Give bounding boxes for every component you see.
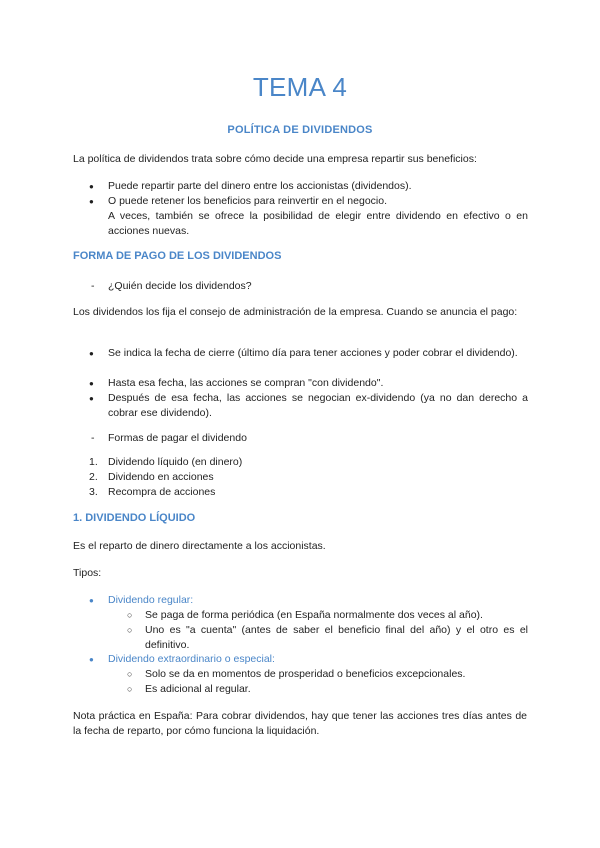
forma-pago-heading: FORMA DE PAGO DE LOS DIVIDENDOS — [73, 250, 282, 262]
circle-bullet-icon: ○ — [127, 684, 133, 694]
liquido-paragraph: Es el reparto de dinero directamente a los accionistas. — [73, 540, 326, 552]
bullet-icon: ● — [89, 394, 94, 403]
page-title: TEMA 4 — [252, 72, 348, 102]
dash-item-formas: Formas de pagar el dividendo — [108, 432, 247, 444]
sub-list-item: Se paga de forma periódica (en España normalmente dos veces al año). — [145, 609, 483, 621]
numbered-item: Recompra de acciones — [108, 486, 216, 498]
list-item: Hasta esa fecha, las acciones se compran "con dividendo". — [108, 377, 384, 389]
bullet-icon: ● — [89, 379, 94, 388]
nota-paragraph: Nota práctica en España: Para cobrar dividendos, hay que tener las acciones tres días antes de la fecha de reparto, por cómo funciona la liquidación. — [73, 710, 527, 737]
tipo-name: Dividendo extraordinario o especial: — [108, 653, 275, 665]
circle-bullet-icon: ○ — [127, 625, 133, 635]
bullet-icon: ● — [89, 182, 94, 191]
sub-list-item: Solo se da en momentos de prosperidad o beneficios excepcionales. — [145, 668, 466, 680]
list-number: 3. — [89, 486, 98, 498]
list-item: Después de esa fecha, las acciones se negocian ex-dividendo (ya no dan derecho a cobrar ese dividendo). — [108, 392, 528, 419]
list-item: Puede repartir parte del dinero entre los accionistas (dividendos). — [108, 180, 412, 192]
dash-marker: - — [91, 280, 95, 292]
dash-item-question: ¿Quién decide los dividendos? — [108, 280, 252, 292]
sub-list-item: Es adicional al regular. — [145, 683, 251, 695]
list-item-continuation: A veces, también se ofrece la posibilidad de elegir entre dividendo en efectivo o en acciones nuevas. — [108, 210, 528, 237]
list-item: O puede retener los beneficios para reinvertir en el negocio. — [108, 195, 387, 207]
section-heading: POLÍTICA DE DIVIDENDOS — [227, 124, 373, 136]
tipo-name: Dividendo regular: — [108, 594, 194, 606]
intro-paragraph: La política de dividendos trata sobre cómo decide una empresa repartir sus beneficios: — [73, 153, 477, 165]
list-number: 1. — [89, 456, 98, 468]
bullet-icon: ● — [89, 596, 94, 605]
list-item: Se indica la fecha de cierre (último día para tener acciones y poder cobrar el dividendo). — [108, 347, 518, 359]
bullet-icon: ● — [89, 197, 94, 206]
dividendo-liquido-heading: 1. DIVIDENDO LÍQUIDO — [73, 512, 196, 524]
bullet-icon: ● — [89, 349, 94, 358]
consejo-paragraph: Los dividendos los fija el consejo de administración de la empresa. Cuando se anuncia el pago: — [73, 306, 518, 318]
bullet-icon: ● — [89, 655, 94, 664]
tipos-label: Tipos: — [73, 567, 102, 579]
list-number: 2. — [89, 471, 98, 483]
sub-list-item: Uno es "a cuenta" (antes de saber el beneficio final del año) y el otro es el definitivo. — [145, 624, 528, 651]
numbered-item: Dividendo líquido (en dinero) — [108, 456, 243, 468]
numbered-item: Dividendo en acciones — [108, 471, 214, 483]
circle-bullet-icon: ○ — [127, 610, 133, 620]
dash-marker: - — [91, 432, 95, 444]
circle-bullet-icon: ○ — [127, 669, 133, 679]
